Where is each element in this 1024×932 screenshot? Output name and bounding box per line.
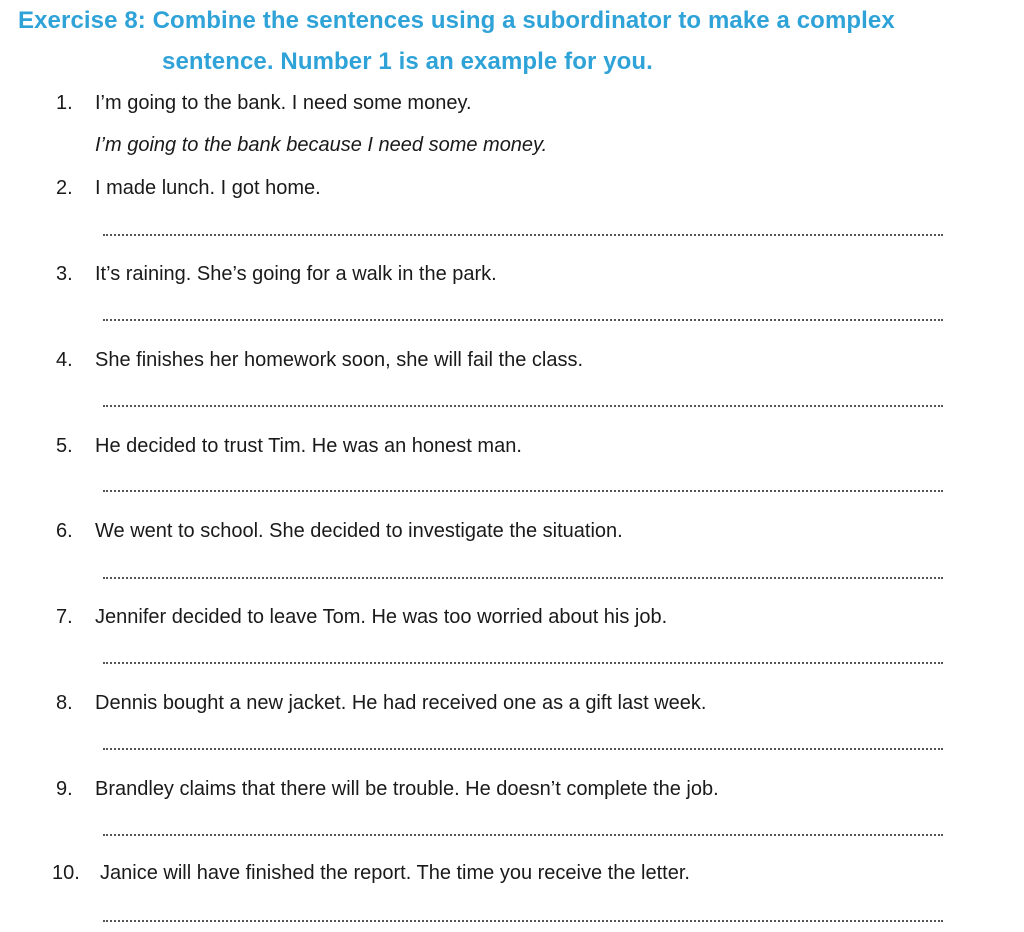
item-text-8: Dennis bought a new jacket. He had received one as a gift last week. bbox=[95, 692, 707, 714]
answer-line-8[interactable] bbox=[103, 748, 943, 750]
item-text-10: Janice will have finished the report. The time you receive the letter. bbox=[100, 862, 690, 884]
item-text-9: Brandley claims that there will be trouble. He doesn’t complete the job. bbox=[95, 778, 719, 800]
item-number-8: 8. bbox=[56, 692, 73, 714]
item-text-1: I’m going to the bank. I need some money. bbox=[95, 92, 472, 114]
exercise-title-line2: sentence. Number 1 is an example for you. bbox=[162, 48, 653, 75]
item-number-1: 1. bbox=[56, 92, 73, 114]
item-text-5: He decided to trust Tim. He was an honest man. bbox=[95, 435, 522, 457]
item-text-6: We went to school. She decided to investigate the situation. bbox=[95, 520, 623, 542]
exercise-title-line1: Exercise 8: Combine the sentences using a subordinator to make a complex bbox=[18, 7, 895, 34]
answer-line-2[interactable] bbox=[103, 234, 943, 236]
answer-line-10[interactable] bbox=[103, 920, 943, 922]
item-number-6: 6. bbox=[56, 520, 73, 542]
item-number-7: 7. bbox=[56, 606, 73, 628]
item-text-2: I made lunch. I got home. bbox=[95, 177, 321, 199]
item-number-2: 2. bbox=[56, 177, 73, 199]
item-number-10: 10. bbox=[52, 862, 80, 884]
item-number-3: 3. bbox=[56, 263, 73, 285]
item-number-9: 9. bbox=[56, 778, 73, 800]
item-text-4: She finishes her homework soon, she will fail the class. bbox=[95, 349, 584, 371]
item-text-7: Jennifer decided to leave Tom. He was too worried about his job. bbox=[95, 606, 668, 628]
answer-line-5[interactable] bbox=[103, 490, 943, 492]
answer-line-4[interactable] bbox=[103, 405, 943, 407]
item-number-5: 5. bbox=[56, 435, 73, 457]
answer-line-7[interactable] bbox=[103, 662, 943, 664]
exercise-title bbox=[18, 0, 1008, 82]
item-text-3: It’s raining. She’s going for a walk in the park. bbox=[95, 263, 497, 285]
answer-line-9[interactable] bbox=[103, 834, 943, 836]
example-answer: I’m going to the bank because I need some money. bbox=[95, 134, 548, 156]
item-number-4: 4. bbox=[56, 349, 73, 371]
answer-line-3[interactable] bbox=[103, 319, 943, 321]
answer-line-6[interactable] bbox=[103, 577, 943, 579]
